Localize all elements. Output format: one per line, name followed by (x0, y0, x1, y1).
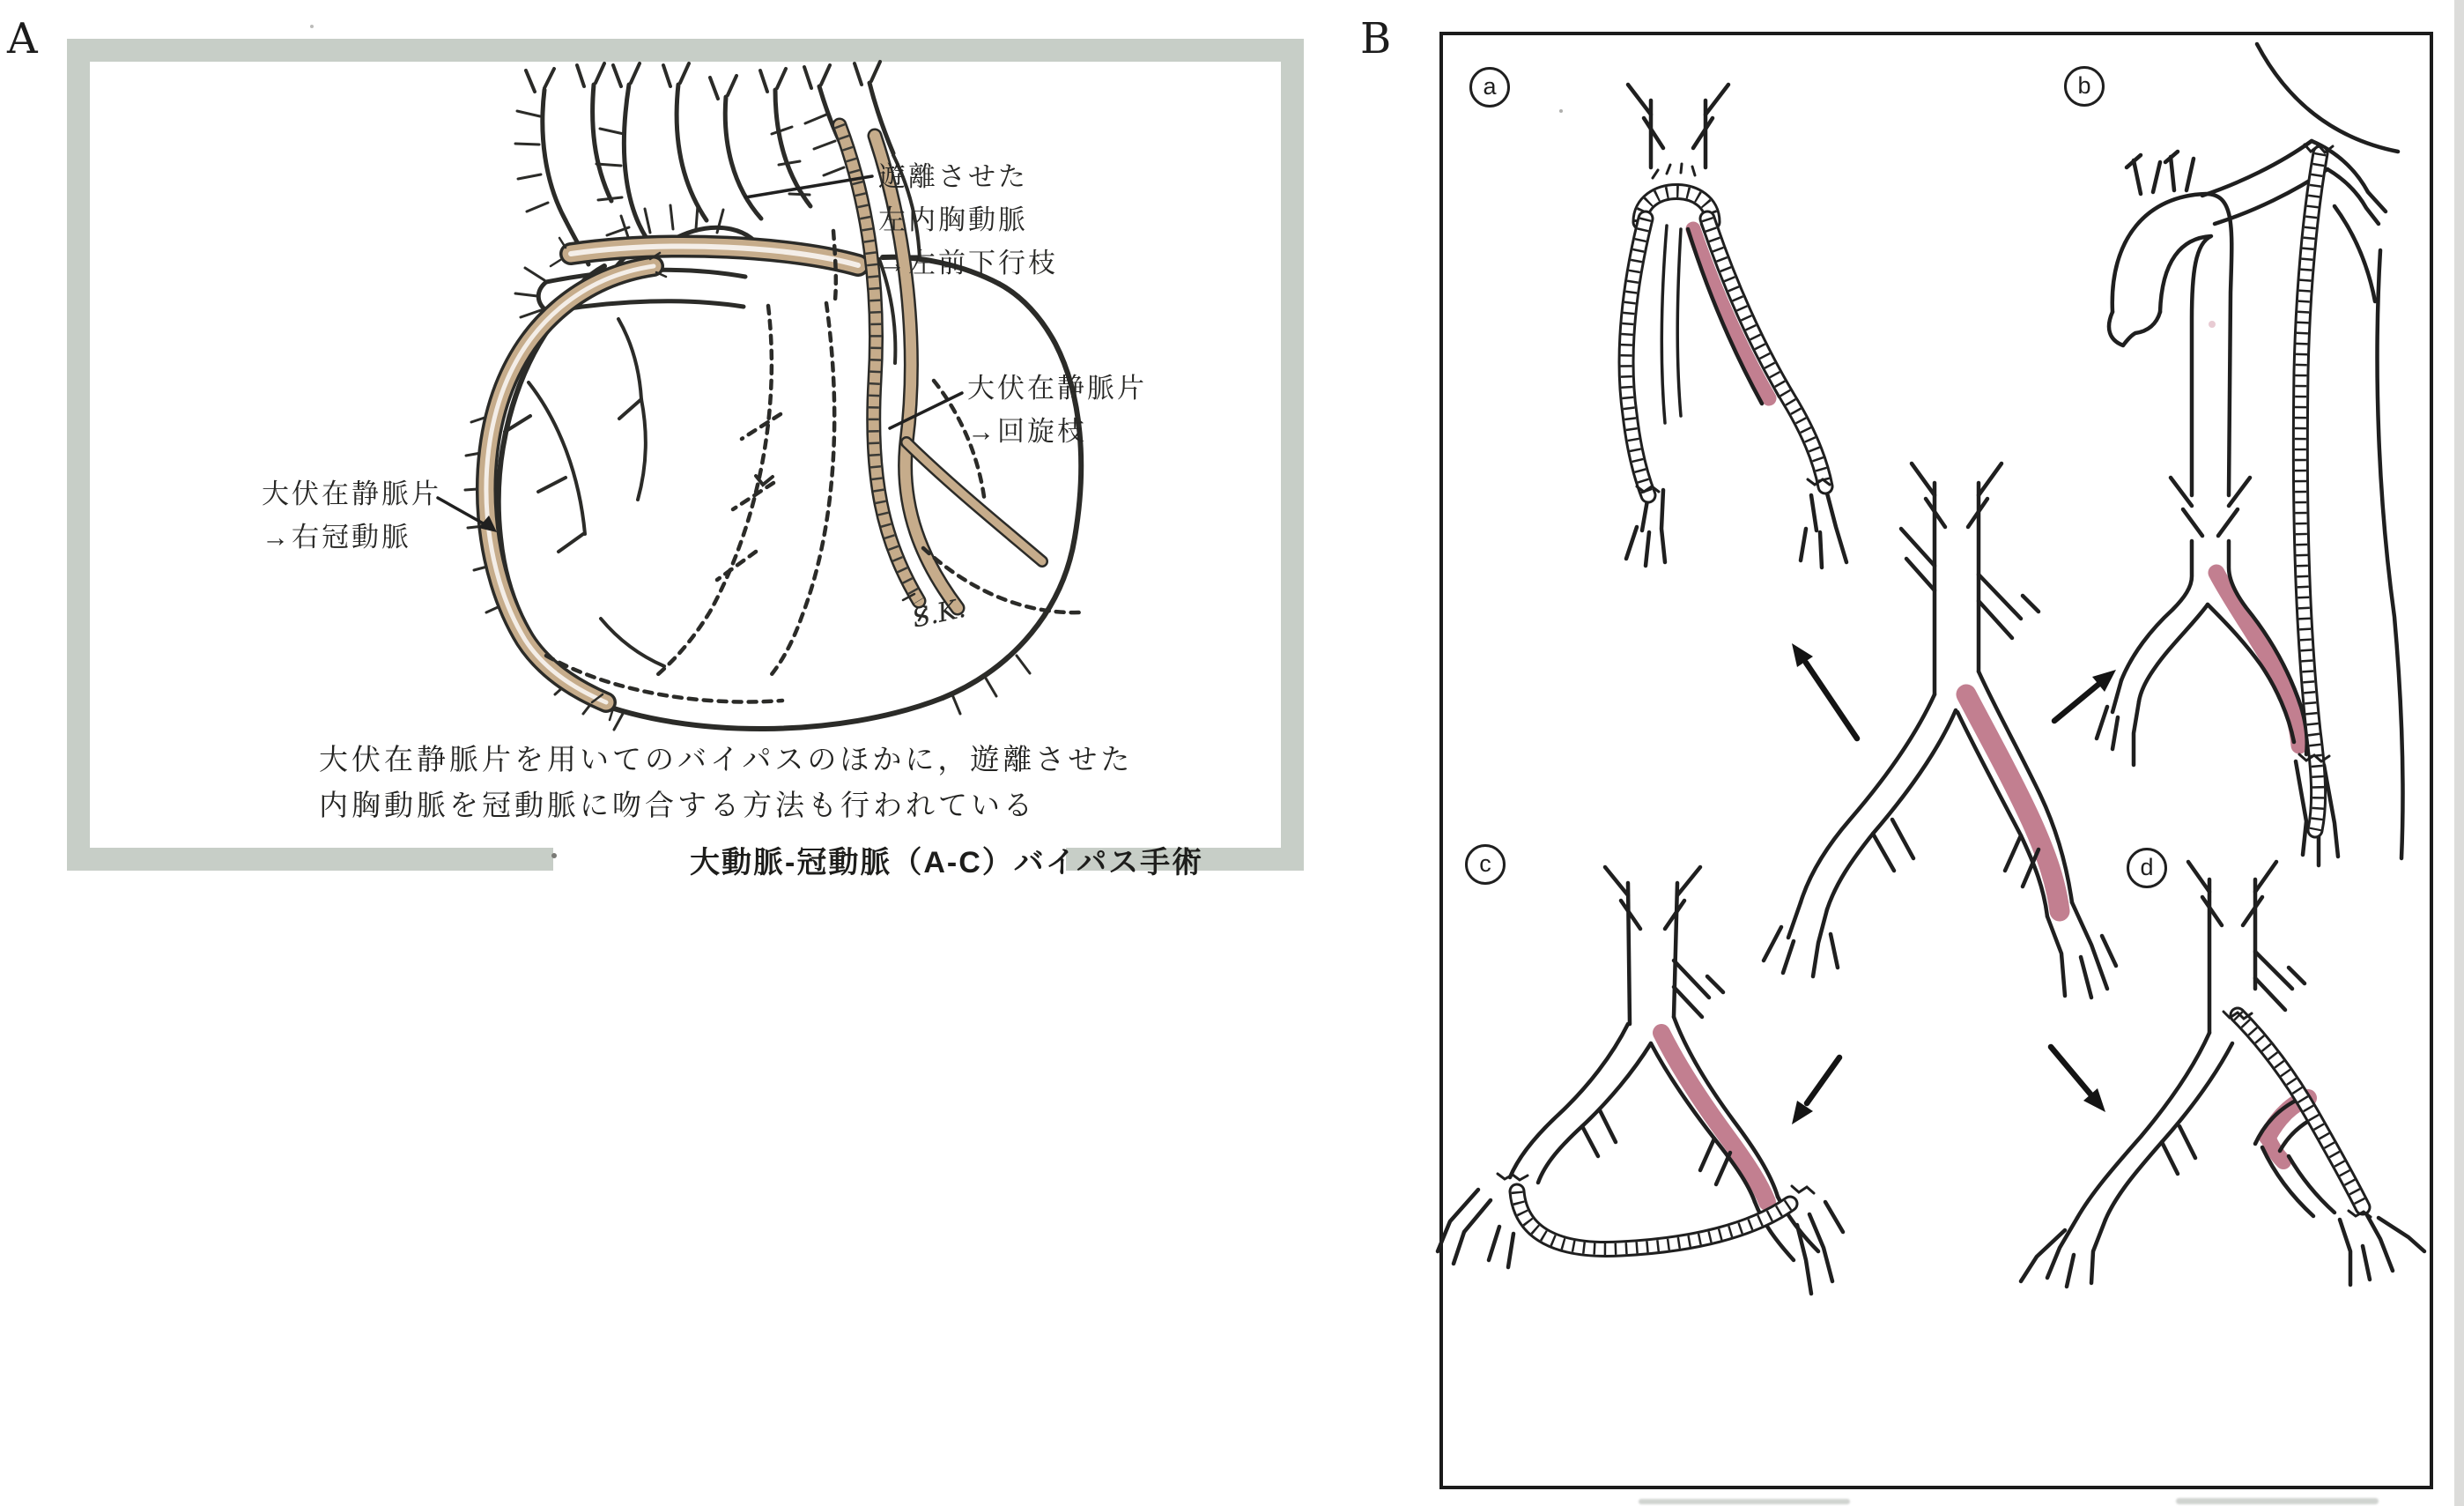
cutoff-text-smudge (1639, 1499, 1850, 1504)
sub-label-c: c (1465, 844, 1506, 885)
label-line: 左内胸動脈 (878, 204, 1028, 235)
sub-label-b: b (2064, 66, 2105, 107)
diagram-c-femorofemoral (1438, 867, 1843, 1294)
arrow-to-a-icon (1806, 663, 1857, 738)
red-c-iliac (1661, 1033, 1767, 1202)
label-line: →回旋枝 (967, 416, 1087, 447)
scan-speck (310, 25, 314, 28)
arrow-to-d-icon (2051, 1047, 2092, 1096)
label-line: 大伏在静脈片 (262, 479, 441, 509)
label-line: →左前下行枝 (878, 248, 1058, 278)
explanatory-note (319, 737, 1133, 828)
diagram-b-axillofemoral (2097, 44, 2403, 865)
note-line: 大伏在静脈片を用いてのバイパスのほかに，遊離させた (319, 743, 1134, 775)
scan-speck (1559, 109, 1563, 113)
heart-outline (499, 257, 1081, 729)
sub-label-d: d (2127, 848, 2167, 888)
sub-label-a: a (1469, 67, 1510, 108)
label-lima-graft (878, 155, 1058, 285)
label-line: →右冠動脈 (262, 522, 411, 553)
figure-caption: 大動脈-冠動脈（A-C）バイパス手術 (690, 846, 1204, 879)
note-line: 内胸動脈を冠動脈に吻合する方法も行われている (319, 789, 1036, 821)
great-vessels (526, 62, 893, 312)
panel-a-letter: A (7, 14, 38, 63)
hatched-vein-grafts (1517, 153, 2363, 1249)
leader-circumflex-graft (890, 393, 962, 428)
pink-scan-smudge (2209, 321, 2216, 328)
cutoff-text-smudge (2176, 1498, 2379, 1504)
bypass-variants-diagram (1439, 32, 2433, 1487)
arrow-to-c-icon (1807, 1057, 1839, 1103)
label-svg-to-circumflex (967, 367, 1147, 453)
diseased-red-segments (1661, 229, 2308, 1202)
label-line: 遊離させた (878, 161, 1028, 192)
label-svg-to-rca (262, 472, 441, 559)
label-line: 大伏在静脈片 (967, 373, 1147, 404)
scan-edge-strip (2454, 0, 2464, 1506)
arrow-to-b-icon (2054, 683, 2100, 721)
panel-b-letter: B (1360, 14, 1392, 63)
artist-signature: S.K. (909, 592, 969, 634)
red-a-iliac (1693, 229, 1769, 398)
